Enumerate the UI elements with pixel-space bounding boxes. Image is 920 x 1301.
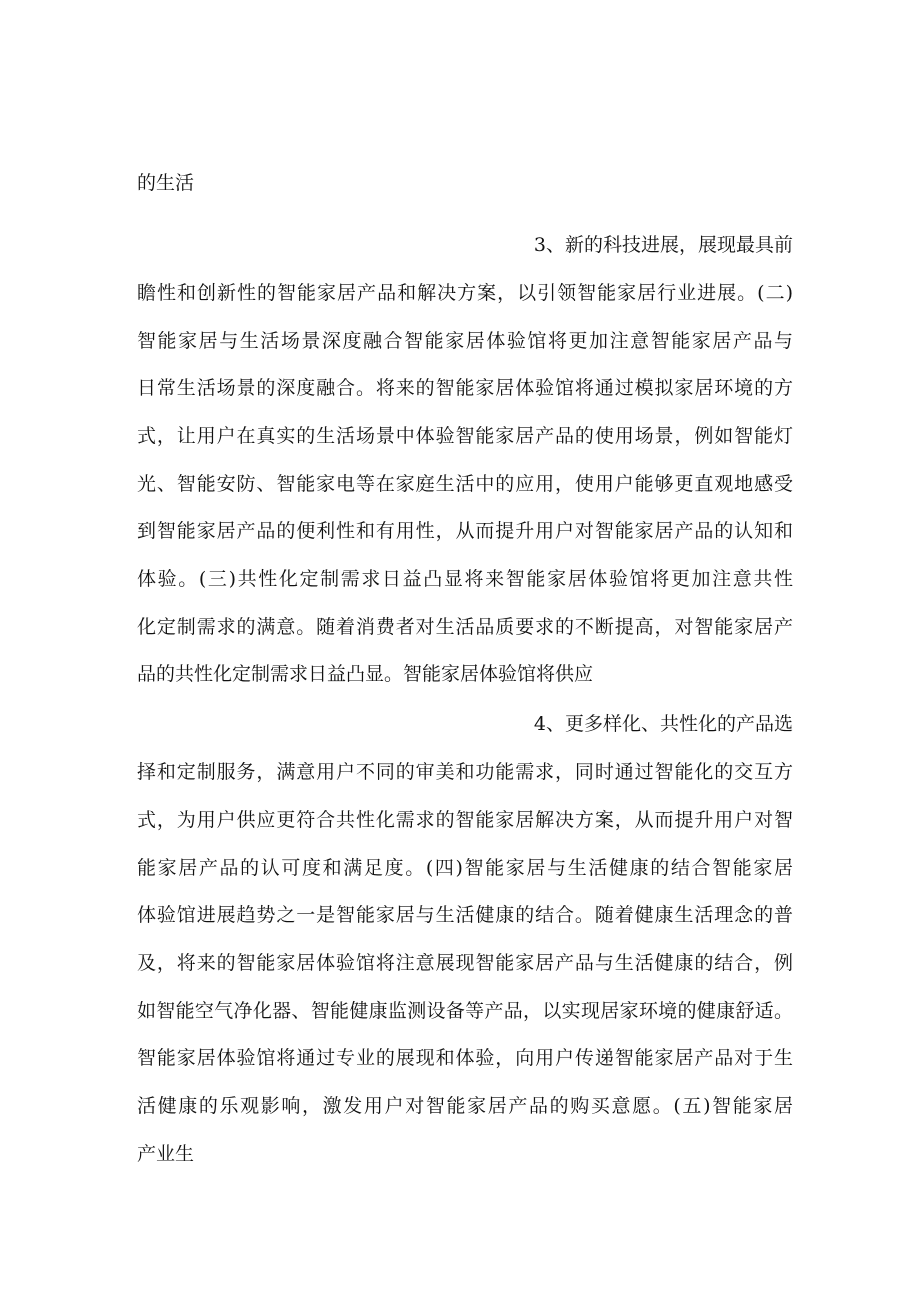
text-line: 产业生 [137,1143,195,1165]
text-line: 活健康的乐观影响，激发用户对智能家居产品的购买意愿。(五)智能家居 [137,1095,793,1117]
text-line: 能家居产品的认可度和满足度。(四)智能家居与生活健康的结合智能家居 [137,857,793,879]
text-line: 的生活 [137,172,195,194]
text-line: 体验。(三)共性化定制需求日益凸显将来智能家居体验馆将更加注意共性 [137,568,793,590]
text-line: 择和定制服务，满意用户不同的审美和功能需求，同时通过智能化的交互方 [137,761,793,783]
text-line: 日常生活场景的深度融合。将来的智能家居体验馆将通过模拟家居环境的方 [137,377,793,399]
text-line: 体验馆进展趋势之一是智能家居与生活健康的结合。随着健康生活理念的普 [137,904,793,926]
text-line: 智能家居与生活场景深度融合智能家居体验馆将更加注意智能家居产品与 [137,330,793,352]
list-item-heading: 3、新的科技进展，展现最具前 [533,234,793,256]
list-item-heading: 4、更多样化、共性化的产品选 [533,713,793,735]
text-line: 光、智能安防、智能家电等在家庭生活中的应用，使用户能够更直观地感受 [137,473,793,495]
text-line: 到智能家居产品的便利性和有用性，从而提升用户对智能家居产品的认知和 [137,520,793,542]
text-line: 式，为用户供应更符合共性化需求的智能家居解决方案，从而提升用户对智 [137,809,793,831]
text-line: 如智能空气净化器、智能健康监测设备等产品，以实现居家环境的健康舒适。 [137,1000,793,1022]
text-line: 及，将来的智能家居体验馆将注意展现智能家居产品与生活健康的结合，例 [137,952,793,974]
text-line: 化定制需求的满意。随着消费者对生活品质要求的不断提高，对智能家居产 [137,616,793,638]
text-line: 式，让用户在真实的生活场景中体验智能家居产品的使用场景，例如智能灯 [137,425,793,447]
text-line: 智能家居体验馆将通过专业的展现和体验，向用户传递智能家居产品对于生 [137,1047,793,1069]
text-line: 品的共性化定制需求日益凸显。智能家居体验馆将供应 [137,663,594,685]
text-line: 瞻性和创新性的智能家居产品和解决方案，以引领智能家居行业进展。(二) [137,282,793,304]
